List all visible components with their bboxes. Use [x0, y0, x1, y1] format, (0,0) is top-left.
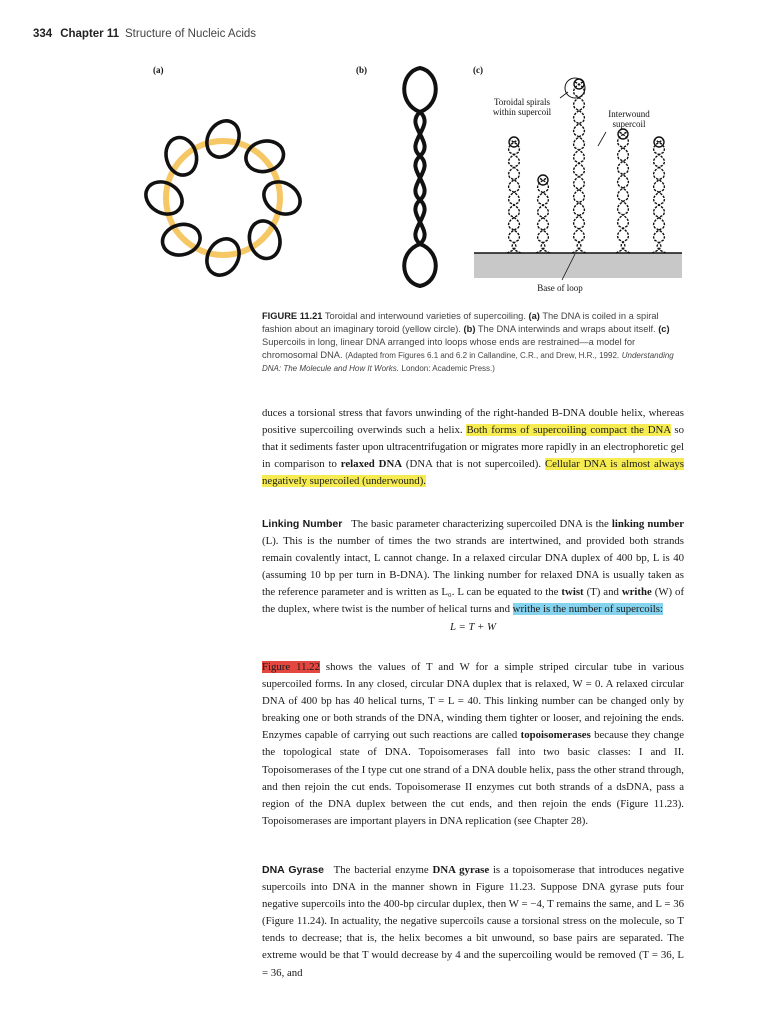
p1-text-2: so that it sediments faster upon ultracentrifugation or migrates more rapidly in an electrophoretic gel in comparison to	[262, 424, 685, 471]
interwound-loop-strand	[509, 140, 521, 253]
interwound-loop-strand	[572, 82, 584, 253]
p2-text-2: (L). This is the number of times the two strands are intertwined, and provided both strands remain covalently intact, L cannot change. In a relaxed circular DNA duplex of 400 bp, L is 40 (assuming 10 bp per turn in B-DNA). The linking number for relaxed DNA is usually taken as the reference parameter and is written as L₀. L can be equated to the	[262, 535, 684, 599]
base-of-loop-bar	[474, 253, 682, 278]
caption-label-b: (b)	[463, 324, 476, 334]
p3-text-2: because they change the topological state of DNA. Topoisomerases fall into two basic classes: I and II. Topoisomerases of the I type cut one strand of a DNA double helix, pass the other strand through, and then rejoin the cut ends. Topoisomerase II enzymes cut both strands of a dsDNA, pass a region of the DNA duplex between the cut ends, and then rejoin the ends (Figure 11.23). Topoisomerases are important players in DNA replication (see Chapter 28).	[262, 729, 684, 827]
annotation-interwound-line2: supercoil	[612, 119, 646, 129]
term-relaxed-dna: relaxed DNA	[340, 458, 403, 471]
annotation-interwound-supercoil	[597, 109, 661, 129]
paragraph-dna-gyrase	[262, 862, 684, 982]
p2-text-1: The basic parameter characterizing supercoiled DNA is the	[351, 518, 609, 530]
toroidal-coil-loop	[162, 134, 201, 178]
interwound-loop-strand	[616, 132, 628, 253]
loop-tip	[618, 129, 628, 139]
figure-caption	[262, 310, 686, 375]
caption-label-a: (a)	[528, 311, 540, 321]
paragraph-linking-number	[262, 516, 684, 636]
annotation-base-of-loop: Base of loop	[537, 283, 583, 293]
term-topoisomerases: topoisomerases	[520, 729, 591, 742]
running-head	[33, 28, 256, 40]
interwound-loop-strand	[652, 140, 664, 253]
interwound-loop-strand	[536, 178, 548, 253]
caption-label-c: (c)	[658, 324, 670, 334]
heading-dna-gyrase: DNA Gyrase	[262, 864, 324, 876]
equation-linking-number: L = T + W	[450, 620, 496, 633]
chapter-label: Chapter 11	[60, 28, 119, 40]
term-dna-gyrase: DNA gyrase	[432, 864, 490, 876]
p2-text-3: (T) and	[586, 586, 619, 599]
annotation-interwound-line1: Interwound	[608, 109, 650, 119]
toroidal-coil-loop	[245, 217, 284, 261]
interwound-loop-strand	[538, 178, 550, 253]
strand-left	[404, 68, 436, 286]
toroidal-coil-loop	[242, 137, 286, 176]
loop-tip	[538, 175, 548, 185]
caption-text-4: Supercoils in long, linear DNA arranged into loops whose ends are restrained—a model for chromosomal DNA.	[262, 337, 636, 360]
paragraph-supercoiling	[262, 405, 684, 490]
interwound-loop-strand	[654, 140, 666, 253]
loop-tip	[654, 137, 664, 147]
toroidal-coil-loop	[258, 176, 306, 221]
interwound-loop-strand	[574, 82, 586, 253]
caption-text-2: The DNA is coiled in a spiral fashion about an imaginary toroid (yellow circle).	[262, 311, 659, 334]
highlight-figure-11-22: Figure 11.22	[262, 661, 320, 673]
page-number: 334	[33, 28, 53, 40]
interwound-loop-strand	[618, 132, 630, 253]
caption-text-3: The DNA interwinds and wraps about itself.	[477, 324, 656, 334]
caption-source-2: London: Academic Press.)	[401, 364, 495, 373]
caption-text-1: Toroidal and interwound varieties of supercoiling.	[324, 311, 526, 321]
toroidal-coil-loop	[159, 220, 203, 259]
p2-text-4: (W) of the duplex, where twist is the number of helical turns and	[262, 586, 685, 616]
loop-tip	[509, 137, 519, 147]
p1-text-3: (DNA that is not supercoiled).	[405, 458, 542, 471]
toroidal-coil-loop	[201, 233, 246, 281]
highlight-negative-supercoiled: Cellular DNA is almost always negatively supercoiled (underwound).	[262, 458, 684, 488]
chapter-title: Structure of Nucleic Acids	[125, 28, 257, 40]
highlight-compact-dna: Both forms of supercoiling compact the DNA	[466, 424, 671, 437]
imaginary-toroid	[166, 141, 280, 255]
base-leader-line	[562, 254, 575, 280]
annotation-toroidal-line2: within supercoil	[492, 107, 552, 117]
panel-label-a: (a)	[153, 65, 164, 75]
p3-text-1: shows the values of T and W for a simple striped circular tube in various supercoiled forms. In any closed, circular DNA duplex that is relaxed, W = 0. A relaxed circular DNA of 400 bp has 40 helical turns, T = L = 40. This linking number can be changed only by breaking one or both strands of the DNA, winding them tighter or looser, and rejoining the ends. Enzymes capable of carrying out such reactions are called	[262, 661, 684, 742]
paragraph-topoisomerases	[262, 659, 684, 830]
caption-source-1: (Adapted from Figures 6.1 and 6.2 in Callandine, C.R., and Drew, H.R., 1992.	[345, 351, 620, 360]
panel-label-b: (b)	[356, 65, 367, 75]
heading-linking-number: Linking Number	[262, 518, 343, 530]
term-writhe: writhe	[621, 586, 652, 599]
highlight-writhe: writhe is the number of supercoils:	[512, 603, 663, 616]
interwound-leader-line	[598, 132, 606, 146]
caption-source-title: Understanding DNA: The Molecule and How It Works.	[262, 351, 674, 373]
toroidal-leader-line	[560, 92, 568, 98]
annotation-toroidal-spirals	[484, 97, 560, 117]
caption-figure-number: FIGURE 11.21	[262, 311, 323, 321]
toroidal-coil-loop	[201, 115, 246, 163]
term-linking-number: linking number	[611, 518, 684, 530]
panel-label-c: (c)	[473, 65, 483, 75]
term-twist: twist	[561, 586, 584, 599]
p1-text-1: duces a torsional stress that favors unwinding of the right-handed B-DNA double helix, whereas positive supercoiling overwinds such a helix.	[262, 407, 684, 437]
toroidal-detail-circle	[565, 78, 585, 98]
p4-text-1: The bacterial enzyme	[333, 864, 429, 876]
p4-text-2: is a topoisomerase that introduces negative supercoils into DNA in the manner shown in Figure 11.23. Suppose DNA gyrase puts four negative supercoils into the 400-bp circular duplex, then W = −4, T remains the same, and L = 36 (Figure 11.24). In actuality, the negative supercoils cause a torsional stress on the molecule, so T tends to decrease; that is, the helix becomes a bit unwound, so base pairs are separated. The extreme would be that T would decrease by 4 and the supercoiling would be removed (T = 36, L = 36, and	[262, 864, 685, 979]
strand-right	[415, 112, 424, 244]
annotation-toroidal-line1: Toroidal spirals	[493, 97, 551, 107]
toroidal-coil-loop	[140, 176, 188, 221]
loop-tip	[574, 79, 584, 89]
interwound-loop-strand	[507, 140, 519, 253]
